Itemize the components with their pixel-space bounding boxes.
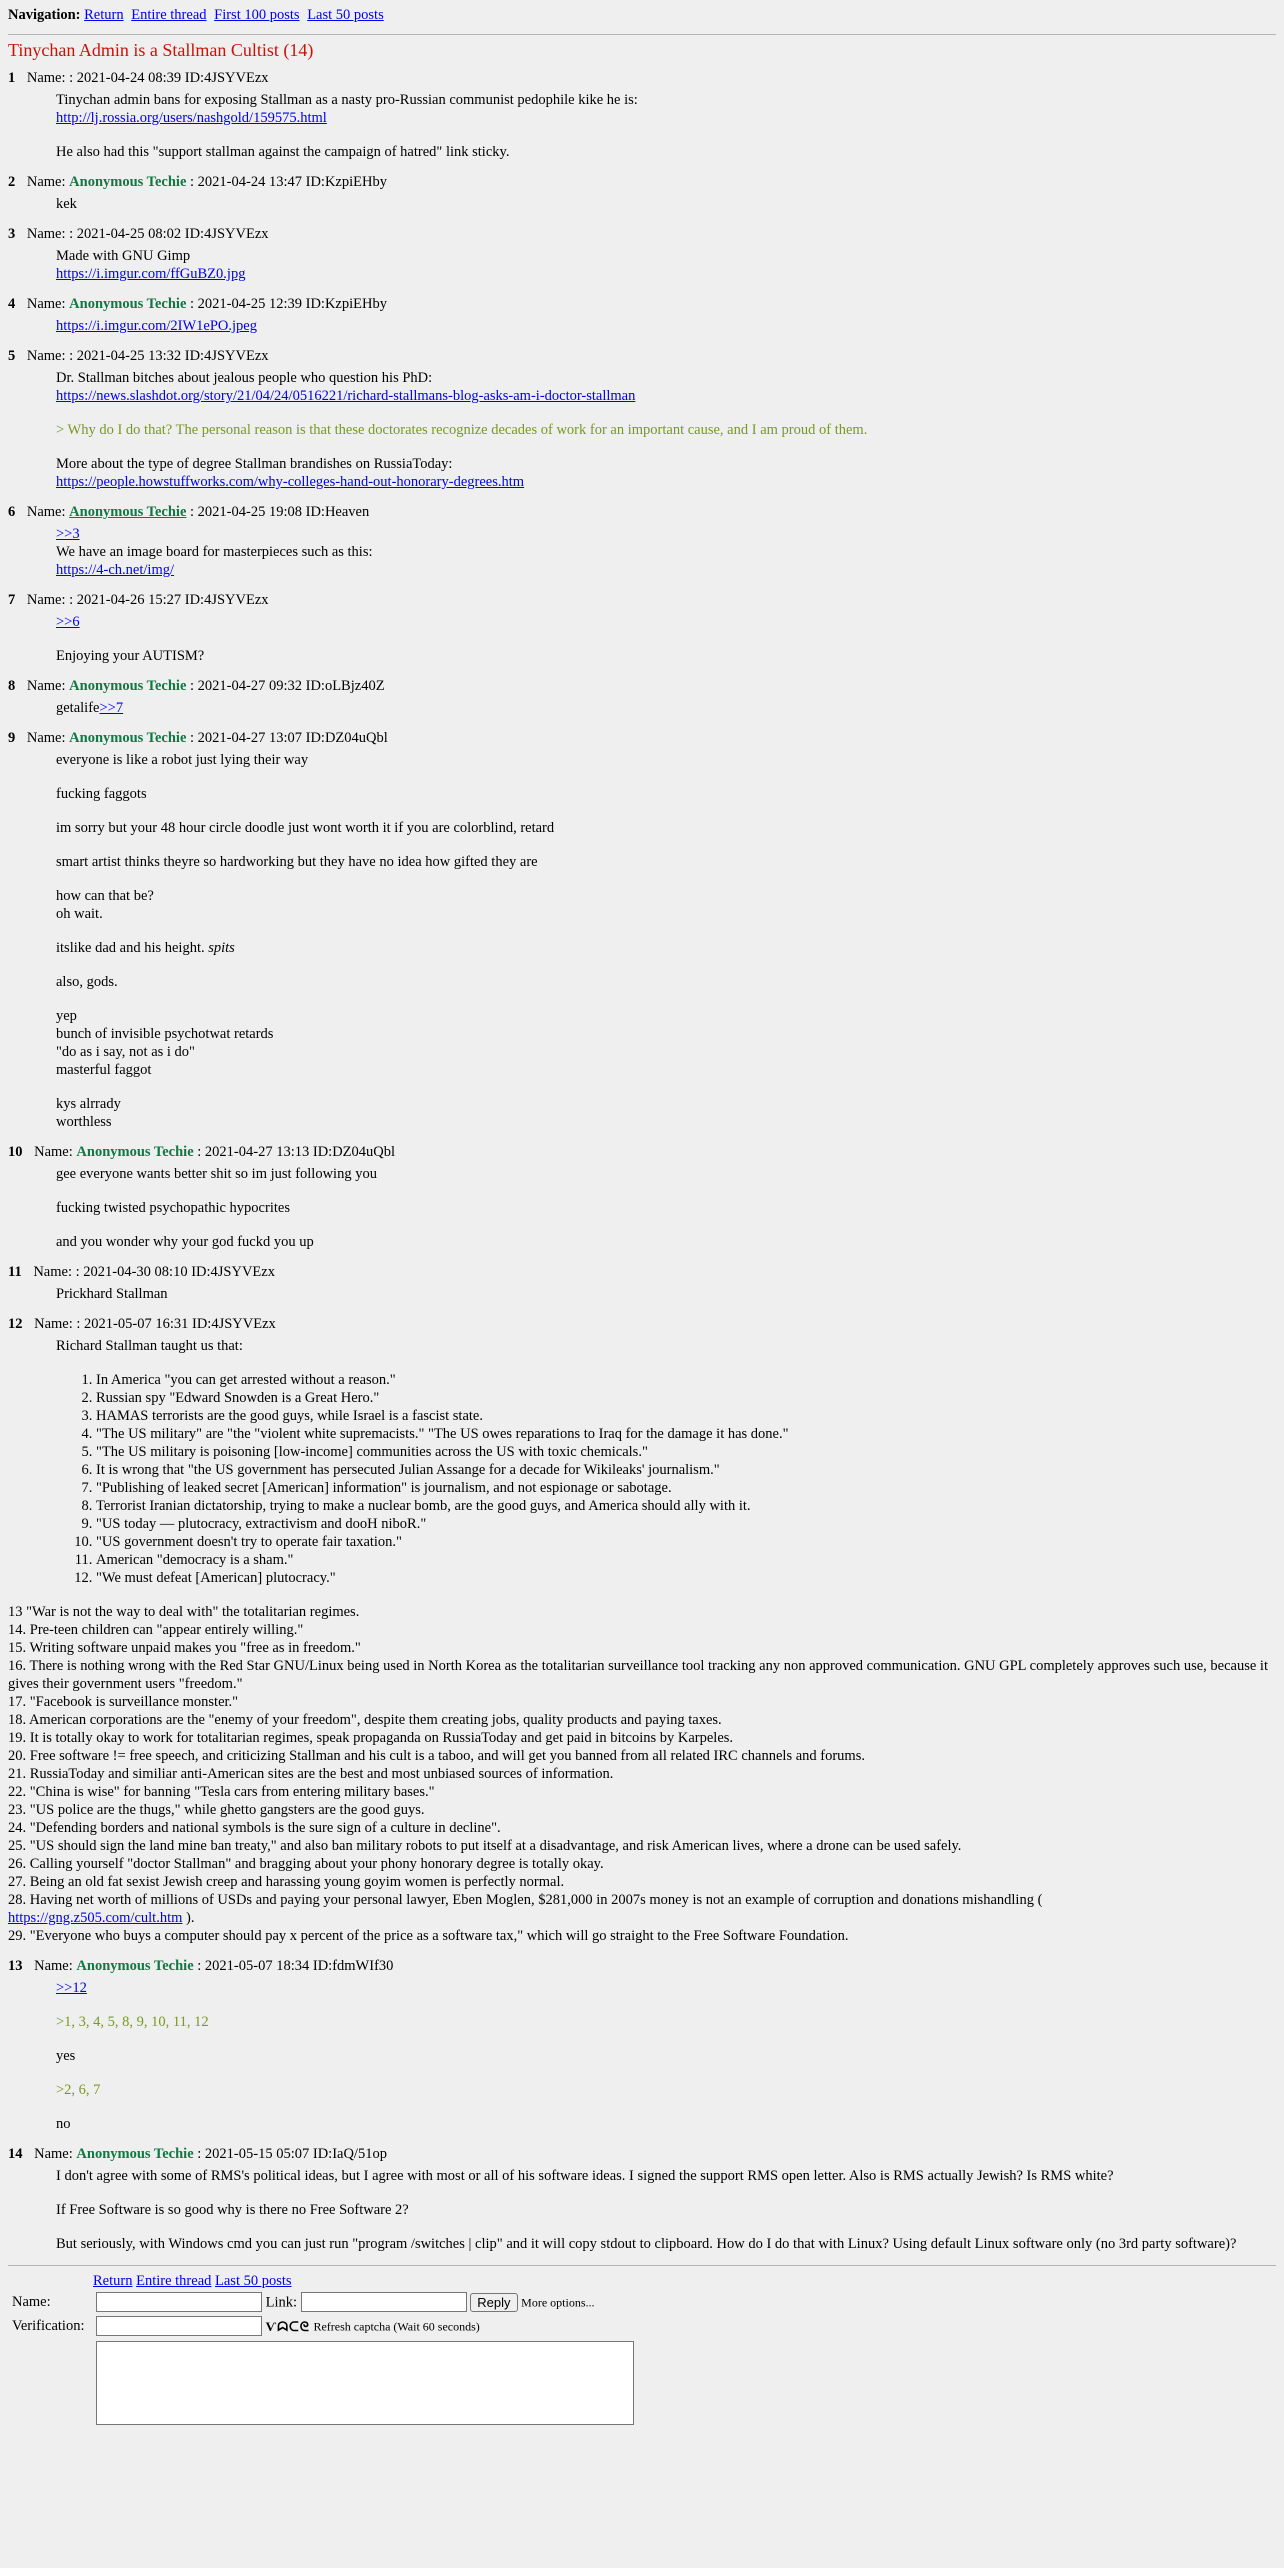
- list-item: 9. "US today — plutocracy, extractivism and dooH niboR.": [96, 1515, 1276, 1533]
- post-body: [8, 1337, 1276, 1945]
- reply-link[interactable]: >>3: [56, 526, 80, 542]
- post-header: [8, 69, 1276, 87]
- nav-last-50-link[interactable]: Last 50 posts: [307, 7, 384, 23]
- post-header: [8, 2145, 1276, 2163]
- post-text: 14. Pre-teen children can "appear entirely willing.": [8, 1622, 304, 1638]
- post-text: no: [56, 2116, 71, 2132]
- post-text: smart artist thinks theyre so hardworking but they have no idea how gifted they are: [56, 854, 538, 870]
- post-meta: : 2021-04-24 13:47 ID:KzpiEHby: [190, 174, 387, 190]
- post-text: 20. Free software != free speech, and criticizing Stallman and his cult is a taboo, and will get you banned from all related IRC channels and forums.: [8, 1748, 865, 1764]
- post-number[interactable]: 6: [8, 504, 16, 520]
- name-label: Name:: [26, 70, 66, 86]
- post-number[interactable]: 2: [8, 174, 16, 190]
- name-label: Name:: [26, 504, 66, 520]
- post-meta: : 2021-04-27 09:32 ID:oLBjz40Z: [190, 678, 385, 694]
- post-body: [56, 1979, 1276, 2133]
- post-text: im sorry but your 48 hour circle doodle just wont worth it if you are colorblind, retard: [56, 820, 555, 836]
- numbered-list: [56, 1371, 1276, 1587]
- post: [8, 1143, 1276, 1251]
- post-text: Richard Stallman taught us that:: [56, 1338, 243, 1354]
- post-header: [8, 347, 1276, 365]
- post-text: 13 "War is not the way to deal with" the totalitarian regimes.: [8, 1604, 360, 1620]
- greentext-quote: > Why do I do that? The personal reason is that these doctorates recognize decades of work for an important cause, and I am proud of them.: [56, 422, 868, 438]
- post-number[interactable]: 7: [8, 592, 16, 608]
- post: [8, 295, 1276, 335]
- list-item: 8. Terrorist Iranian dictatorship, trying to make a nuclear bomb, are the good guys, and America should ally with it.: [96, 1497, 1276, 1515]
- list-item: 7. "Publishing of leaked secret [American] information" is journalism, and not espionage or sabotage.: [96, 1479, 1276, 1497]
- post-text: 17. "Facebook is surveillance monster.": [8, 1694, 239, 1710]
- list-item: 12. "We must defeat [American] plutocracy.": [96, 1569, 1276, 1587]
- post-text: 27. Being an old fat sexist Jewish creep and harassing young goyim women is perfectly normal.: [8, 1874, 565, 1890]
- post-meta: : 2021-05-07 16:31 ID:4JSYVEzx: [76, 1316, 276, 1332]
- post-body: [56, 2167, 1276, 2253]
- name-label: Name:: [26, 678, 66, 694]
- post-text: bunch of invisible psychotwat retards: [56, 1026, 274, 1042]
- thread-title: Tinychan Admin is a Stallman Cultist (14): [8, 40, 314, 60]
- reply-link[interactable]: >>7: [99, 700, 124, 716]
- post-text: He also had this "support stallman against the campaign of hatred" link sticky.: [56, 144, 510, 160]
- post-meta: : 2021-04-24 08:39 ID:4JSYVEzx: [69, 70, 269, 86]
- post-meta: : 2021-04-26 15:27 ID:4JSYVEzx: [69, 592, 269, 608]
- post-text: 29. "Everyone who buys a computer should pay x percent of the price as a software tax," which will go straight to the Free Software Foundation.: [8, 1928, 849, 1944]
- post-text: I don't agree with some of RMS's political ideas, but I agree with most or all of his software ideas. I signed the support RMS open letter. Also is RMS actually Jewish? Is RMS white?: [56, 2168, 1114, 2184]
- post-text-italic: spits: [208, 940, 235, 956]
- post-body: [56, 1285, 1276, 1303]
- post-number[interactable]: 5: [8, 348, 16, 364]
- form-last-50-link[interactable]: Last 50 posts: [215, 2273, 292, 2289]
- post-link[interactable]: https://news.slashdot.org/story/21/04/24/0516221/richard-stallmans-blog-asks-am-i-doctor-stallman: [56, 388, 636, 404]
- post-text: "do as i say, not as i do": [56, 1044, 195, 1060]
- poster-name-link[interactable]: Anonymous Techie: [69, 504, 187, 520]
- post-header: [8, 503, 1276, 521]
- post-text: getalife: [56, 700, 100, 716]
- form-entire-thread-link[interactable]: Entire thread: [136, 2273, 212, 2289]
- navigation-label: Navigation:: [8, 7, 81, 23]
- post: [8, 729, 1276, 1131]
- name-label: Name:: [34, 1144, 73, 1160]
- post-text: 21. RussiaToday and similiar anti-American sites are the best and most unbiased sources of information.: [8, 1766, 614, 1782]
- list-item: 4. "The US military" are "the "violent white supremacists." "The US owes reparations to Iraq for the damage it has done.": [96, 1425, 1276, 1443]
- post-meta: : 2021-05-07 18:34 ID:fdmWIf30: [197, 1958, 394, 1974]
- name-label: Name:: [33, 1264, 72, 1280]
- post-text: oh wait.: [56, 906, 103, 922]
- list-item: 10. "US government doesn't try to operate fair taxation.": [96, 1533, 1276, 1551]
- post-text: how can that be?: [56, 888, 154, 904]
- name-label: Name:: [26, 226, 66, 242]
- post-number[interactable]: 10: [8, 1144, 23, 1160]
- post-text: and you wonder why your god fuckd you up: [56, 1234, 314, 1250]
- poster-name: Anonymous Techie: [76, 1958, 194, 1974]
- link-input[interactable]: [301, 2292, 467, 2312]
- post-text: also, gods.: [56, 974, 118, 990]
- post-link[interactable]: https://i.imgur.com/ffGuBZ0.jpg: [56, 266, 246, 282]
- nav-return-link[interactable]: Return: [84, 7, 124, 23]
- poster-name: Anonymous Techie: [76, 2146, 194, 2162]
- post: [8, 677, 1276, 717]
- post-text: itslike dad and his height.: [56, 940, 205, 956]
- link-field-label: Link:: [265, 2294, 298, 2311]
- post-body: [56, 699, 1276, 717]
- post: [8, 347, 1276, 491]
- post-text: fucking faggots: [56, 786, 147, 802]
- more-options-link[interactable]: More options...: [521, 2295, 595, 2310]
- poster-name: Anonymous Techie: [69, 296, 187, 312]
- post: [8, 1315, 1276, 1945]
- post-link[interactable]: https://4-ch.net/img/: [56, 562, 175, 578]
- verification-input[interactable]: [96, 2316, 262, 2336]
- post-body: [56, 525, 1276, 579]
- name-label: Name:: [26, 348, 66, 364]
- poster-name: Anonymous Techie: [69, 730, 187, 746]
- name-input[interactable]: [96, 2292, 262, 2312]
- post: [8, 1263, 1276, 1303]
- post-text: worthless: [56, 1114, 112, 1130]
- post-link[interactable]: http://lj.rossia.org/users/nashgold/159575.html: [56, 110, 327, 126]
- post-number[interactable]: 11: [8, 1264, 22, 1280]
- post-text: masterful faggot: [56, 1062, 152, 1078]
- post-body: [56, 751, 1276, 1131]
- reply-form: [12, 2272, 1276, 2432]
- post-text: kys alrrady: [56, 1096, 121, 1112]
- post-header: [8, 225, 1276, 243]
- greentext-quote: >2, 6, 7: [56, 2082, 101, 2098]
- post-text: But seriously, with Windows cmd you can just run "program /switches | clip" and it will copy stdout to clipboard. How do I do that with Linux? Using default Linux software only (no 3rd party software)?: [56, 2236, 1237, 2252]
- post-text: 16. There is nothing wrong with the Red Star GNU/Linux being used in North Korea as the totalitarian surveillance tool tracking any non approved communication. GNU GPL completely approves such use, because it gives their government users "freedom.": [8, 1658, 1268, 1692]
- post-text: yes: [56, 2048, 76, 2064]
- post-header: [8, 729, 1276, 747]
- post-text: Made with GNU Gimp: [56, 248, 191, 264]
- post-meta: : 2021-04-25 13:32 ID:4JSYVEzx: [69, 348, 269, 364]
- post-body: [56, 91, 1276, 161]
- divider: [8, 34, 1276, 35]
- post-text: 22. "China is wise" for banning "Tesla cars from entering military bases.": [8, 1784, 435, 1800]
- post: [8, 69, 1276, 161]
- name-label: Name:: [26, 174, 66, 190]
- post-text: 23. "US police are the thugs," while ghetto gangsters are the good guys.: [8, 1802, 425, 1818]
- reply-button[interactable]: Reply: [470, 2293, 517, 2312]
- name-label: Name:: [26, 296, 66, 312]
- post-link[interactable]: https://people.howstuffworks.com/why-colleges-hand-out-honorary-degrees.htm: [56, 474, 525, 490]
- greentext-quote: >1, 3, 4, 5, 8, 9, 10, 11, 12: [56, 2014, 209, 2030]
- post-body: [56, 195, 1276, 213]
- post-body: [56, 369, 1276, 491]
- nav-entire-thread-link[interactable]: Entire thread: [131, 7, 207, 23]
- post-meta: : 2021-04-25 19:08 ID:Heaven: [190, 504, 370, 520]
- post-header: [8, 295, 1276, 313]
- navigation-bar: [8, 6, 1276, 24]
- form-return-link[interactable]: Return: [93, 2273, 133, 2289]
- post-meta: : 2021-04-27 13:07 ID:DZ04uQbl: [190, 730, 388, 746]
- name-field-label: Name:: [12, 2294, 51, 2310]
- post: [8, 591, 1276, 665]
- reply-form-table: [8, 2290, 636, 2432]
- verification-label: Verification:: [12, 2318, 85, 2335]
- post-text: Prickhard Stallman: [56, 1286, 168, 1302]
- post-text: More about the type of degree Stallman brandishes on RussiaToday:: [56, 456, 453, 472]
- post-number[interactable]: 3: [8, 226, 16, 242]
- list-item: 1. In America "you can get arrested without a reason.": [96, 1371, 1276, 1389]
- post-body: [56, 247, 1276, 283]
- list-item: 6. It is wrong that "the US government has persecuted Julian Assange for a decade for Wikileaks' journalism.": [96, 1461, 1276, 1479]
- post: [8, 225, 1276, 283]
- post-meta: : 2021-04-25 12:39 ID:KzpiEHby: [190, 296, 387, 312]
- reply-link[interactable]: >>6: [56, 614, 80, 630]
- post-text: kek: [56, 196, 77, 212]
- post-header: [8, 1315, 1276, 1333]
- name-label: Name:: [26, 592, 66, 608]
- post-meta: : 2021-04-25 08:02 ID:4JSYVEzx: [69, 226, 269, 242]
- post: [8, 1957, 1276, 2133]
- post-header: [8, 173, 1276, 191]
- poster-name: Anonymous Techie: [69, 678, 187, 694]
- post: [8, 173, 1276, 213]
- name-label: Name:: [34, 1958, 73, 1974]
- post-header: [8, 1143, 1276, 1161]
- post-text: 24. "Defending borders and national symbols is the sure sign of a culture in decline".: [8, 1820, 501, 1836]
- post-header: [8, 1957, 1276, 1975]
- post-meta: : 2021-04-27 13:13 ID:DZ04uQbl: [197, 1144, 396, 1160]
- post-body: [56, 1165, 1276, 1251]
- poster-name: Anonymous Techie: [76, 1144, 194, 1160]
- message-textarea[interactable]: [96, 2341, 634, 2425]
- post-header: [8, 591, 1276, 609]
- post-text: 25. "US should sign the land mine ban treaty," and also ban military robots to put itself at a disadvantage, and risk American lives, where a drone can be used safely.: [8, 1838, 962, 1854]
- post-text: everyone is like a robot just lying their way: [56, 752, 309, 768]
- post-text: If Free Software is so good why is there no Free Software 2?: [56, 2202, 409, 2218]
- post-link[interactable]: https://i.imgur.com/2IW1ePO.jpeg: [56, 318, 257, 334]
- post-text: ).: [182, 1910, 195, 1926]
- post-meta: : 2021-05-15 05:07 ID:IaQ/51op: [197, 2146, 387, 2162]
- captcha-image: Ѵᗣᑕᘓ: [265, 2319, 310, 2335]
- post-number[interactable]: 12: [8, 1316, 23, 1332]
- post-text: Enjoying your AUTISM?: [56, 648, 205, 664]
- post-text: 19. It is totally okay to work for totalitarian regimes, speak propaganda on RussiaToday and get paid in bitcoins by Karpeles.: [8, 1730, 734, 1746]
- form-navigation: [93, 2272, 1276, 2290]
- post-number[interactable]: 4: [8, 296, 16, 312]
- post-text: gee everyone wants better shit so im just following you: [56, 1166, 377, 1182]
- reply-link[interactable]: >>12: [56, 1980, 87, 1996]
- post-body: [56, 613, 1276, 665]
- continued-list: [8, 1603, 1278, 1945]
- list-item: 3. HAMAS terrorists are the good guys, while Israel is a fascist state.: [96, 1407, 1276, 1425]
- post-text: 28. Having net worth of millions of USDs and paying your personal lawyer, Eben Moglen, $281,000 in 2007s money is not an example of corruption and donations mishandling (: [8, 1892, 1043, 1908]
- post-number[interactable]: 1: [8, 70, 16, 86]
- name-label: Name:: [26, 730, 66, 746]
- post-text: Dr. Stallman bitches about jealous people who question his PhD:: [56, 370, 433, 386]
- post-number[interactable]: 14: [8, 2146, 23, 2162]
- post: [8, 2145, 1276, 2253]
- post-text: We have an image board for masterpieces such as this:: [56, 544, 373, 560]
- list-item: 5. "The US military is poisoning [low-income] communities across the US with toxic chemicals.": [96, 1443, 1276, 1461]
- post-number[interactable]: 9: [8, 730, 16, 746]
- post-body: [56, 317, 1276, 335]
- refresh-captcha-link[interactable]: Refresh captcha (Wait 60 seconds): [313, 2319, 480, 2334]
- post-text: fucking twisted psychopathic hypocrites: [56, 1200, 290, 1216]
- name-label: Name:: [34, 2146, 73, 2162]
- poster-name: [69, 504, 186, 520]
- post-text: 18. American corporations are the "enemy of your freedom", despite them creating jobs, quality products and paying taxes.: [8, 1712, 722, 1728]
- post-header: [8, 1263, 1276, 1281]
- post-text: 26. Calling yourself "doctor Stallman" and bragging about your phony honorary degree is totally okay.: [8, 1856, 604, 1872]
- post-text: 15. Writing software unpaid makes you "free as in freedom.": [8, 1640, 361, 1656]
- post-number[interactable]: 13: [8, 1958, 23, 1974]
- poster-name: Anonymous Techie: [69, 174, 187, 190]
- nav-first-100-link[interactable]: First 100 posts: [214, 7, 300, 23]
- post-number[interactable]: 8: [8, 678, 16, 694]
- post-text: Tinychan admin bans for exposing Stallman as a nasty pro-Russian communist pedophile kike he is:: [56, 92, 638, 108]
- divider: [8, 2265, 1276, 2266]
- post-meta: : 2021-04-30 08:10 ID:4JSYVEzx: [75, 1264, 275, 1280]
- post-header: [8, 677, 1276, 695]
- list-item: 2. Russian spy "Edward Snowden is a Great Hero.": [96, 1389, 1276, 1407]
- post: [8, 503, 1276, 579]
- list-item: 11. American "democracy is a sham.": [96, 1551, 1276, 1569]
- post-link[interactable]: https://gng.z505.com/cult.htm: [8, 1910, 183, 1926]
- post-text: yep: [56, 1008, 77, 1024]
- name-label: Name:: [34, 1316, 73, 1332]
